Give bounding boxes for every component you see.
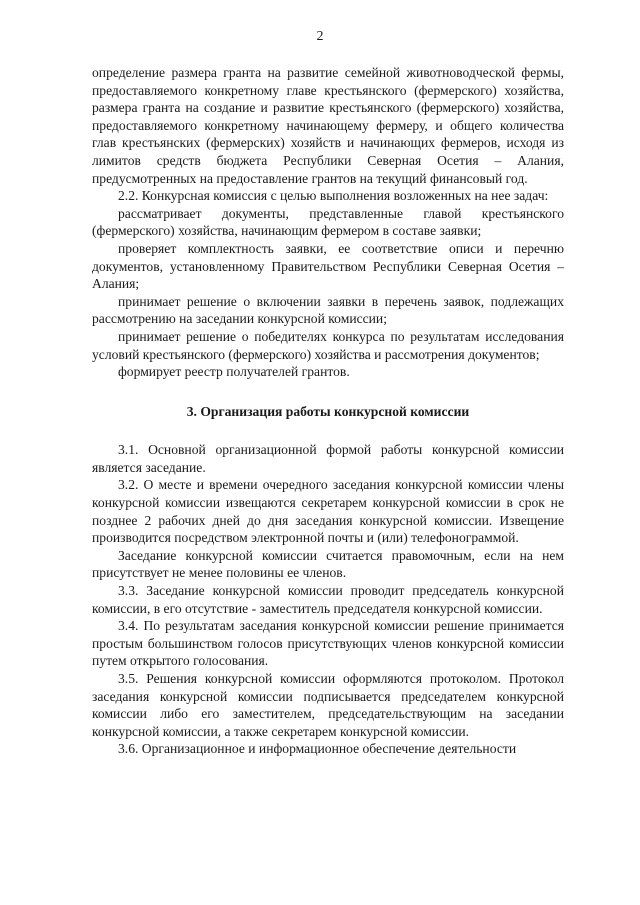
paragraph: формирует реестр получателей грантов. — [118, 364, 350, 380]
paragraph: 3.6. Организационное и информационное обеспечение деятельности — [118, 741, 517, 757]
paragraph: проверяет комплектность заявки, ее соответствие описи и перечню документов, установленному Правительством Республики Северная Осетия – Алания; — [92, 240, 564, 292]
document-body — [92, 64, 564, 758]
page-number: 2 — [316, 29, 324, 44]
paragraph: 3.5. Решения конкурсной комиссии оформляются протоколом. Протокол заседания конкурсной комиссии подписывается председателем конкурсной комиссии либо его заместителем, председательствующим на заседании конкурсной комиссии, а также секретарем конкурсной комиссии. — [92, 671, 564, 739]
paragraph: 3.4. По результатам заседания конкурсной комиссии решение принимается простым большинством голосов присутствующих членов конкурсной комиссии путем открытого голосования. — [92, 618, 564, 669]
paragraph: 2.2. Конкурсная комиссия с целью выполнения возложенных на нее задач: — [118, 188, 549, 204]
section-heading: 3. Организация работы конкурсной комиссии — [186, 403, 470, 419]
paragraph: принимает решение о включении заявки в перечень заявок, подлежащих рассмотрению на заседании конкурсной комиссии; — [92, 293, 564, 327]
paragraph: Заседание конкурсной комиссии считается правомочным, если на нем присутствует не менее половины ее членов. — [92, 547, 564, 581]
paragraph: 3.1. Основной организационной формой работы конкурсной комиссии является заседание. — [92, 442, 564, 475]
paragraph: рассматривает документы, представленные главой крестьянского (фермерского) хозяйства, начинающим фермером в составе заявки; — [92, 205, 564, 239]
paragraph: 3.2. О месте и времени очередного заседания конкурсной комиссии члены конкурсной комиссии извещаются секретарем конкурсной комиссии в срок не позднее 2 рабочих дней до дня заседания конкурсной комиссии. Извещение производится посредством электронной почты и (или) телефонограммой. — [92, 477, 564, 546]
paragraph: определение размера гранта на развитие семейной животноводческой фермы, предоставляемого конкретному главе крестьянского (фермерского) хозяйства, размера гранта на создание и развитие крестьянского (фермерского) хозяйства, предоставляемого конкретному начинающему фермеру, и общего количества глав крестьянских (фермерских) хозяйств и начинающих фермеров, исходя из лимитов средств бюджета Республики Северная Осетия – Алания, предусмотренных на предоставление грантов на текущий финансовый год. — [92, 65, 564, 186]
paragraph: принимает решение о победителях конкурса по результатам исследования условий крестьянского (фермерского) хозяйства и рассмотрения документов; — [92, 328, 564, 362]
paragraph: 3.3. Заседание конкурсной комиссии проводит председатель конкурсной комиссии, в его отсутствие - заместитель председателя конкурсной комиссии. — [92, 583, 564, 616]
